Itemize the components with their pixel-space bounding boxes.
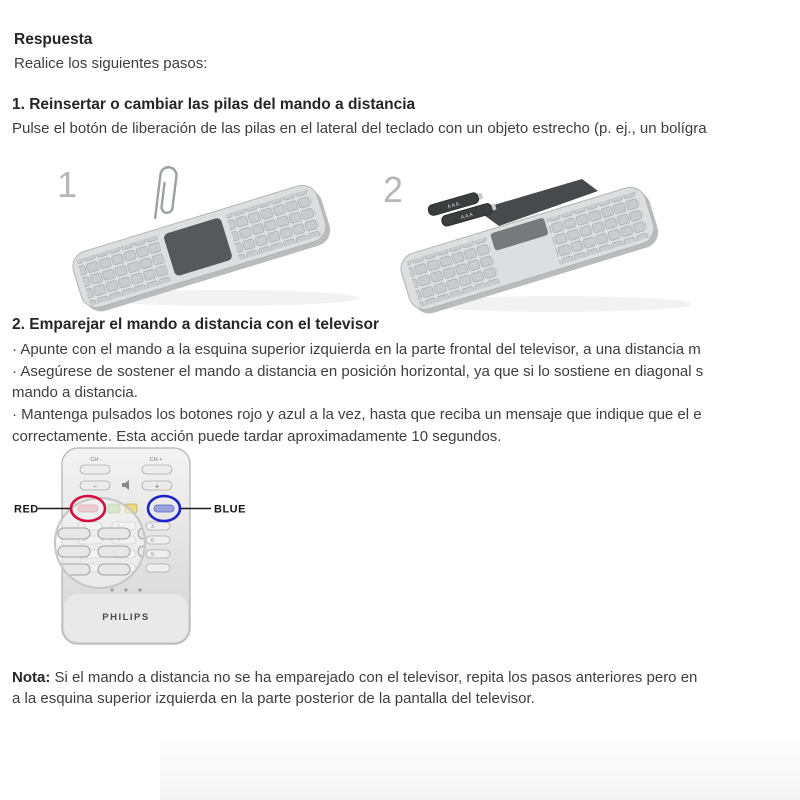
svg-text:AAA: AAA: [460, 211, 475, 221]
ch-minus-label: CH -: [90, 457, 102, 463]
section1-heading: 1. Reinsertar o cambiar las pilas del mando a distancia: [12, 96, 416, 113]
svg-text:−: −: [92, 483, 98, 491]
indicator-dot: [138, 588, 141, 591]
indicator-dot: [124, 588, 127, 591]
blue-label: BLUE: [214, 503, 246, 516]
batteries-icon: [427, 188, 497, 230]
step-2-number: 2: [383, 169, 404, 210]
ch-plus-label: CH +: [149, 457, 163, 463]
keyboard-keys: [226, 189, 322, 260]
red-label: RED: [14, 503, 39, 516]
page-bottom-shade: [160, 738, 800, 800]
channel-down-button: [80, 465, 110, 474]
battery-steps-figure: [45, 146, 695, 318]
blue-button: [154, 505, 174, 512]
svg-text:9: 9: [151, 552, 154, 559]
bullet-line: · Apunte con el mando a la esquina superior izquierda en la parte frontal del televisor, a una distancia m: [12, 341, 701, 358]
bullet-line: mando a distancia.: [12, 384, 138, 402]
bullet-line: · Mantenga pulsados los botones rojo y azul a la vez, hasta que reciba un mensaje que indique que el e: [12, 406, 702, 424]
philips-logo: PHILIPS: [102, 612, 150, 623]
svg-text:AAA: AAA: [446, 200, 462, 211]
answer-title: Respuesta: [14, 31, 93, 48]
pairing-bullets: [12, 339, 703, 447]
step-1-number: 1: [57, 164, 78, 205]
bullet-line: correctamente. Esta acción puede tardar aproximadamente 10 segundos.: [12, 427, 502, 445]
svg-text:6: 6: [151, 538, 154, 545]
section2-heading: 2. Emparejar el mando a distancia con el televisor: [12, 316, 379, 333]
note-text: Nota: Si el mando a distancia no se ha emparejado con el televisor, repita los pasos anteriores pero en a la esquina superior izquierda en la parte posterior de la pantalla del televisor.: [12, 669, 698, 707]
note-label: Nota:: [12, 669, 51, 686]
section1-body: Pulse el botón de liberación de las pilas en el lateral del teclado con un objeto estrecho (p. ej., un bolígra: [12, 120, 707, 137]
svg-text:+: +: [154, 483, 160, 491]
indicator-dot: [110, 588, 113, 591]
pairing-figure: [8, 444, 258, 649]
intro-text: Realice los siguientes pasos:: [14, 55, 208, 72]
keyboard-keys: [406, 237, 500, 307]
paperclip-icon: [155, 166, 177, 220]
channel-up-button: [142, 465, 172, 474]
bullet-line: · Asegúrese de sostener el mando a distancia en posición horizontal, ya que si lo sostiene en diagonal s: [12, 362, 704, 380]
svg-text:3: 3: [151, 524, 154, 531]
